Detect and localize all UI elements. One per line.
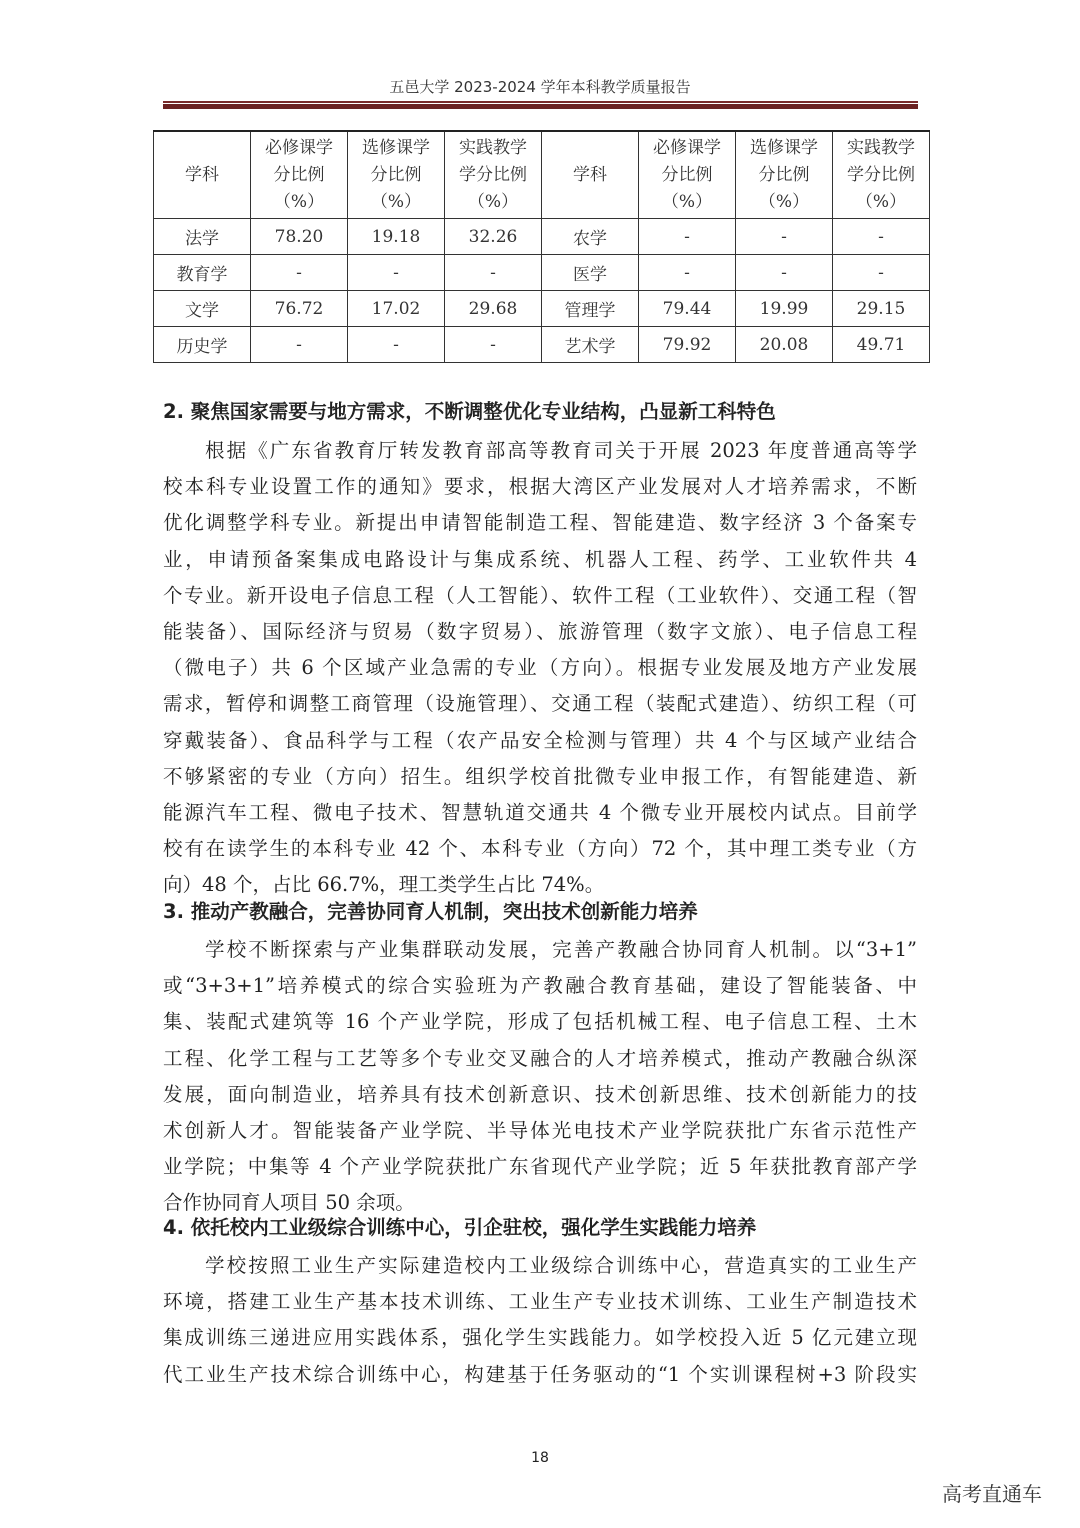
table-cell: 管理学 [542,291,639,327]
section-paragraph [163,932,917,1222]
table-cell: 文学 [154,291,251,327]
table-cell: 实践教学 学分比例 （%） [445,131,542,219]
table-cell: 选修课学 分比例 （%） [736,131,833,219]
text-line: 业学院；中集等 4 个产业学院获批广东省现代产业学院；近 5 年获批教育部产学 [163,1155,917,1179]
section-heading: 2. 聚焦国家需要与地方需求，不断调整优化专业结构，凸显新工科特色 [163,400,776,423]
table-cell: - [251,255,348,291]
table-cell: 19.99 [736,291,833,327]
table-cell: 医学 [542,255,639,291]
text-line: 校本科专业设置工作的通知》要求，根据大湾区产业发展对人才培养需求，不断 [163,475,917,499]
table-cell: 78.20 [251,219,348,255]
text-line: 根据《广东省教育厅转发教育部高等教育司关于开展 2023 年度普通高等学 [205,439,917,462]
section-paragraph [163,433,917,904]
table-cell: 实践教学 学分比例 （%） [833,131,930,219]
text-line: （微电子）共 6 个区域产业急需的专业（方向）。根据专业发展及地方产业发展 [163,656,917,680]
table-cell: 学科 [154,131,251,219]
text-line: 代工业生产技术综合训练中心，构建基于任务驱动的“1 个实训课程树+3 阶段实 [163,1362,917,1386]
text-line: 合作协同育人项目 50 余项。 [163,1191,415,1215]
header-rule [163,101,918,103]
text-line: 工程、化学工程与工艺等多个专业交叉融合的人才培养模式，推动产教融合纵深 [163,1046,917,1070]
table-cell: 艺术学 [542,327,639,363]
text-line: 环境，搭建工业生产基本技术训练、工业生产专业技术训练、工业生产制造技术 [163,1290,917,1314]
text-line: 穿戴装备）、食品科学与工程（农产品安全检测与管理）共 4 个与区域产业结合 [163,728,917,752]
text-line: 校有在读学生的本科专业 42 个、本科专业（方向）72 个，其中理工类专业（方 [163,837,917,861]
table-cell: 选修课学 分比例 （%） [348,131,445,219]
text-line: 术创新人才。智能装备产业学院、半导体光电技术产业学院获批广东省示范性产 [163,1119,917,1143]
table-cell: - [348,327,445,363]
text-line: 发展，面向制造业，培养具有技术创新意识、技术创新思维、技术创新能力的技 [163,1082,917,1106]
table-cell: 必修课学 分比例 （%） [251,131,348,219]
table-cell: 教育学 [154,255,251,291]
table-cell: 20.08 [736,327,833,363]
table-row [154,131,930,219]
table-cell: - [833,255,930,291]
credit-ratio-table [153,130,930,363]
table-cell: 29.15 [833,291,930,327]
text-line: 学校按照工业生产实际建造校内工业级综合训练中心，营造真实的工业生产 [205,1254,917,1277]
table-cell: 法学 [154,219,251,255]
running-header: 五邑大学 2023-2024 学年本科教学质量报告 [389,78,691,96]
text-line: 个专业。新开设电子信息工程（人工智能）、软件工程（工业软件）、交通工程（智 [163,583,917,607]
table-cell: 79.44 [639,291,736,327]
text-line: 集、装配式建筑等 16 个产业学院，形成了包括机械工程、电子信息工程、土木 [163,1010,917,1034]
text-line: 集成训练三递进应用实践体系，强化学生实践能力。如学校投入近 5 亿元建立现 [163,1326,917,1350]
text-line: 能装备）、国际经济与贸易（数字贸易）、旅游管理（数字文旅）、电子信息工程 [163,620,917,644]
section-paragraph [163,1248,917,1393]
table-cell: 76.72 [251,291,348,327]
table-row [154,291,930,327]
table-cell: 17.02 [348,291,445,327]
table-cell: - [445,327,542,363]
table-cell: 农学 [542,219,639,255]
table-cell: - [736,255,833,291]
table-cell: 19.18 [348,219,445,255]
table-cell: - [639,255,736,291]
text-line: 或“3+3+1”培养模式的综合实验班为产教融合教育基础，建设了智能装备、中 [163,974,917,998]
text-line: 不够紧密的专业（方向）招生。组织学校首批微专业申报工作，有智能建造、新 [163,764,917,788]
text-line: 学校不断探索与产业集群联动发展，完善产教融合协同育人机制。以“3+1” [205,938,917,961]
table-row [154,327,930,363]
table-cell: 79.92 [639,327,736,363]
text-line: 需求，暂停和调整工商管理（设施管理）、交通工程（装配式建造）、纺织工程（可 [163,692,917,716]
text-line: 向）48 个，占比 66.7%，理工类学生占比 74%。 [163,873,605,897]
table-cell: 历史学 [154,327,251,363]
watermark: 高考直通车 [942,1482,1042,1506]
table-cell: - [445,255,542,291]
table-cell: - [736,219,833,255]
page-number: 18 [531,1450,549,1466]
table-cell: 29.68 [445,291,542,327]
table-cell: 49.71 [833,327,930,363]
table-cell: 32.26 [445,219,542,255]
text-line: 能源汽车工程、微电子技术、智慧轨道交通共 4 个微专业开展校内试点。目前学 [163,801,917,825]
header-rule-thick [163,104,918,109]
table-cell: 必修课学 分比例 （%） [639,131,736,219]
table-cell: - [639,219,736,255]
text-line: 优化调整学科专业。新提出申请智能制造工程、智能建造、数字经济 3 个备案专 [163,511,917,535]
table-row [154,219,930,255]
section-heading: 3. 推动产教融合，完善协同育人机制，突出技术创新能力培养 [163,900,698,923]
table-cell: - [251,327,348,363]
table-cell: - [833,219,930,255]
table-cell: 学科 [542,131,639,219]
table-row [154,255,930,291]
section-heading: 4. 依托校内工业级综合训练中心，引企驻校，强化学生实践能力培养 [163,1216,757,1239]
text-line: 业，申请预备案集成电路设计与集成系统、机器人工程、药学、工业软件共 4 [163,547,917,571]
table-cell: - [348,255,445,291]
